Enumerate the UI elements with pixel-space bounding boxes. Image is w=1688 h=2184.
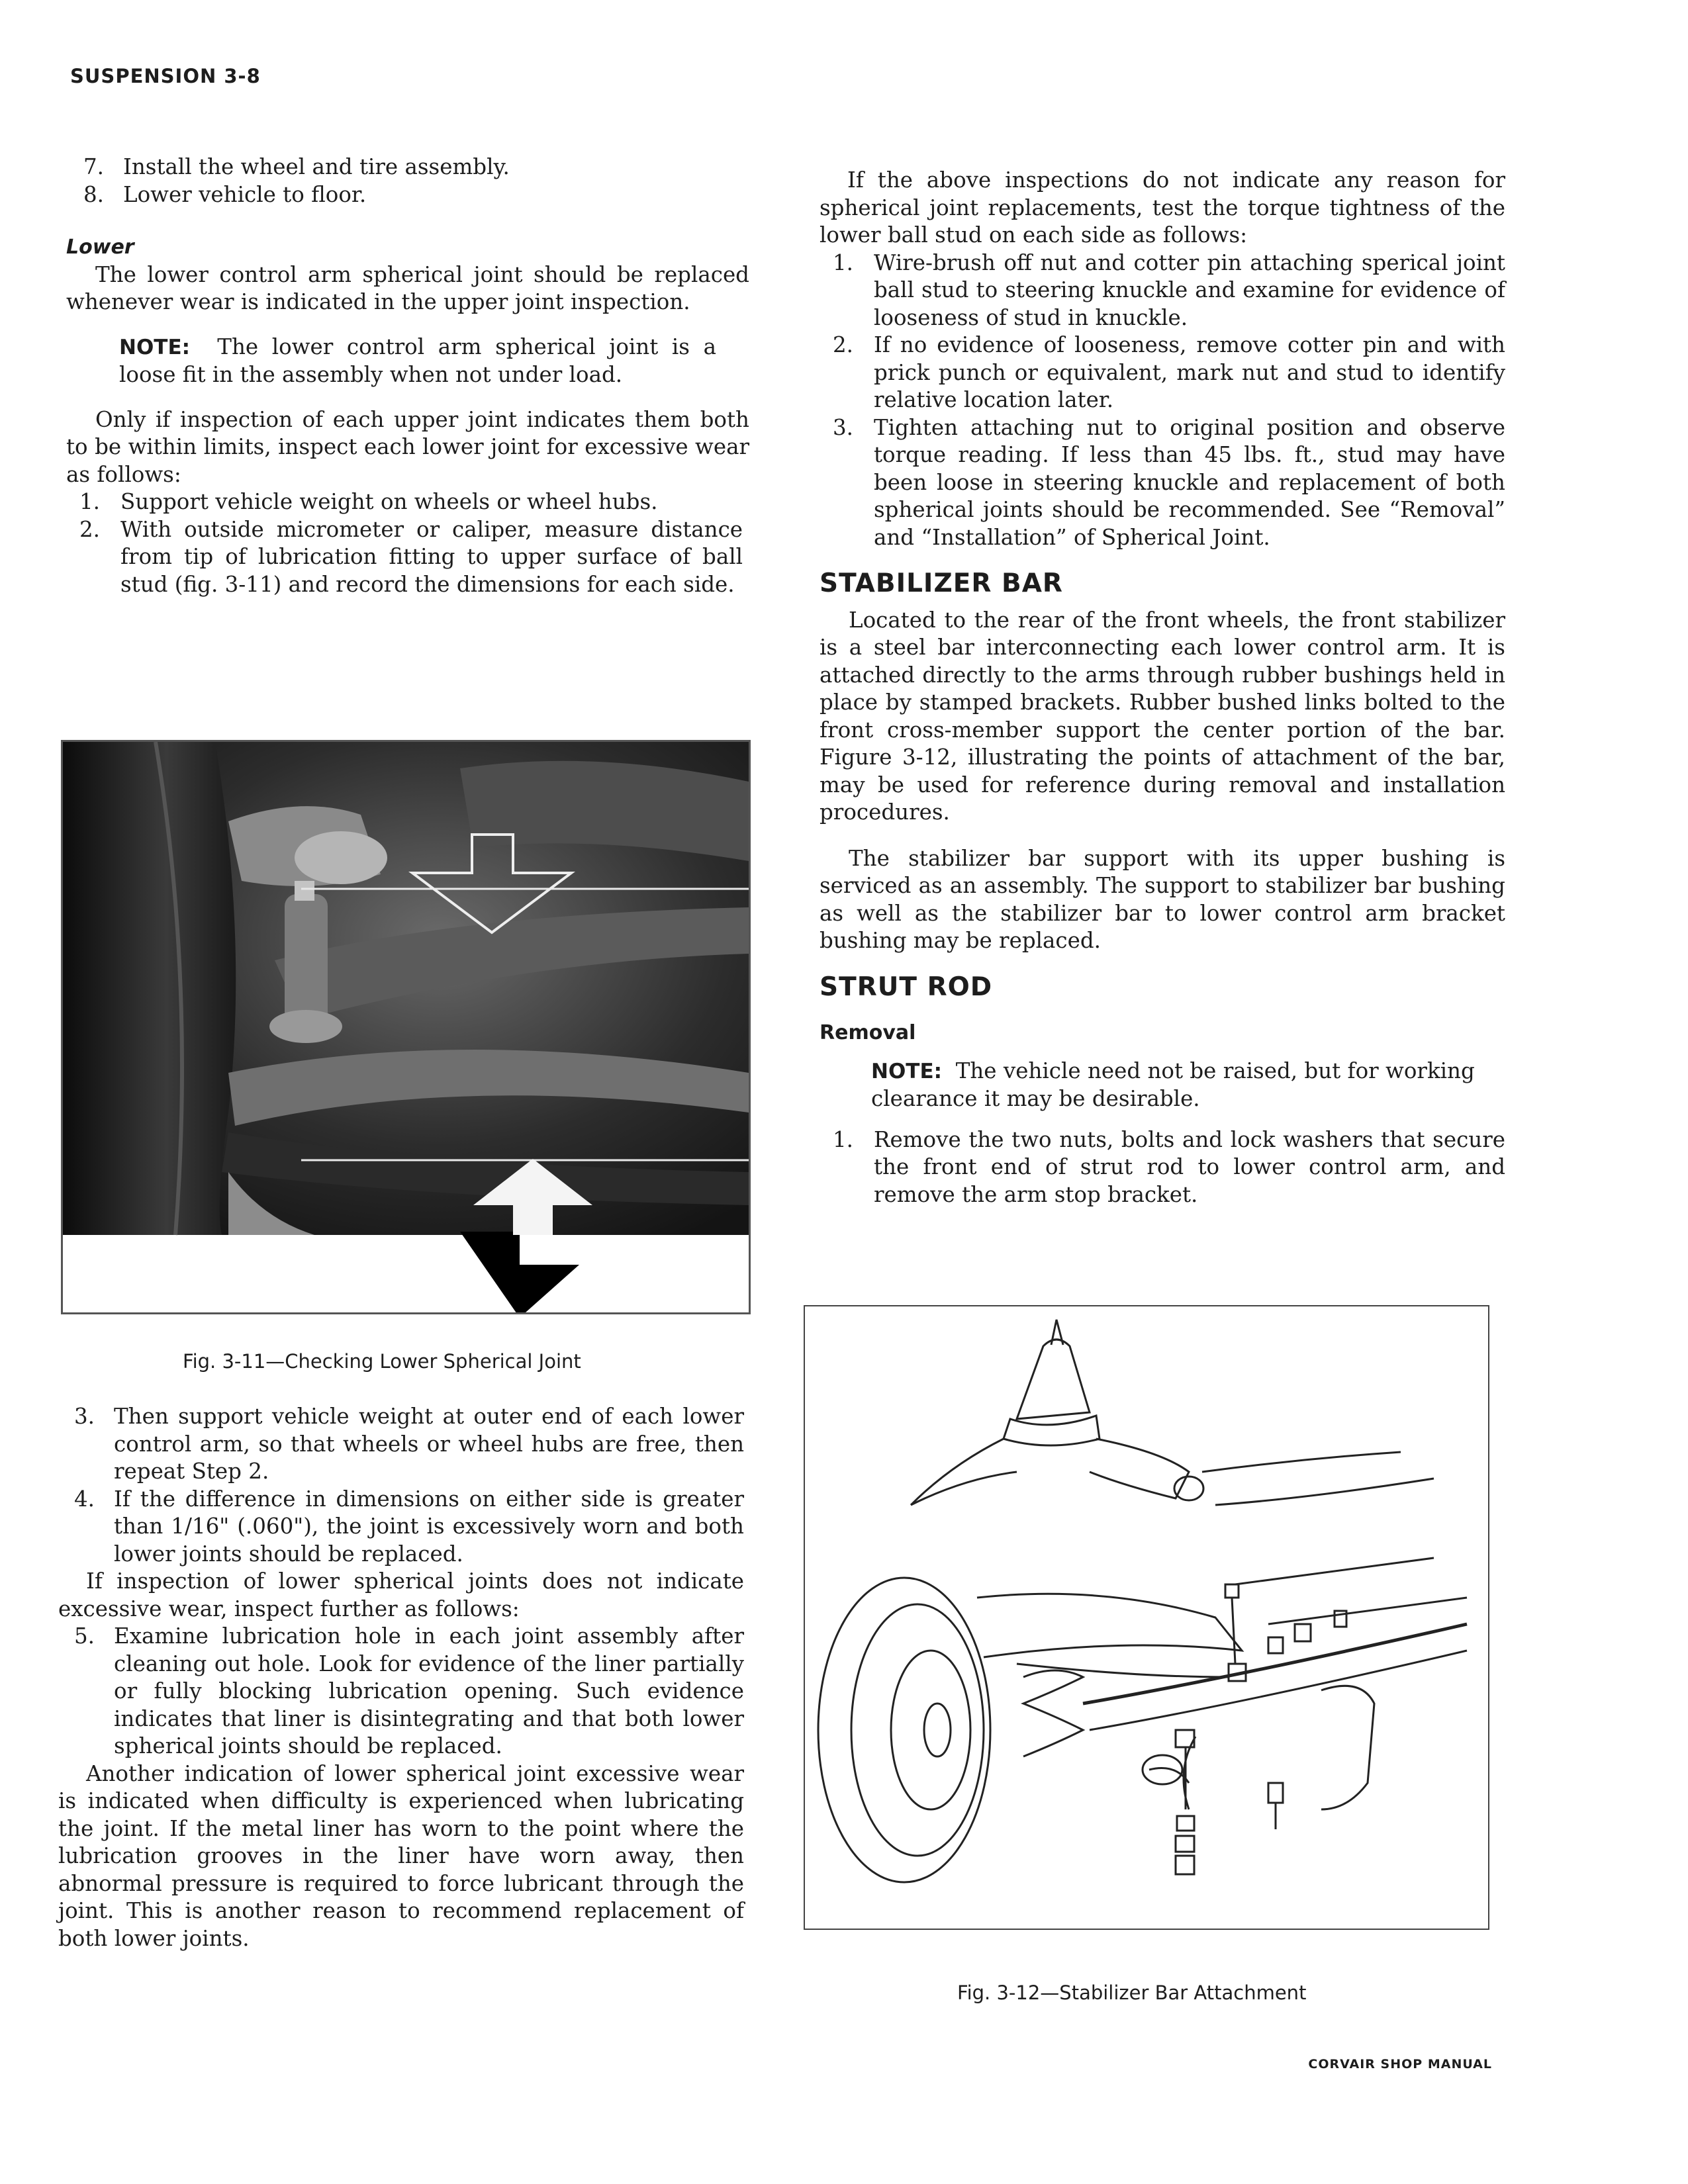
step-number: 3. [74, 1404, 95, 1429]
section-heading-stabilizer-bar: STABILIZER BAR [820, 569, 1063, 598]
list-item [58, 1623, 744, 1760]
list-item [58, 1403, 744, 1486]
step-text: If no evidence of looseness, remove cotter pin and with prick punch or equivalent, mark nut and stud to identify relative location later. [874, 332, 1505, 412]
list-item [66, 181, 749, 209]
subheading-lower: Lower [66, 236, 134, 259]
paragraph: The stabilizer bar support with its upper bushing is serviced as an assembly. The support to stabilizer bar bushing as well as the stabilizer bar to lower control arm bracket bushing may be replaced. [820, 845, 1505, 953]
step-text: Tighten attaching nut to original position and observe torque reading. If less than 45 lbs. ft., stud may have been loose in steering knuckle and replacement of both spherical joints should be recommended. See “Removal” and “Installation” of Spherical Joint. [874, 414, 1505, 550]
step-text: Then support vehicle weight at outer end of each lower control arm, so that wheels or wheel hubs are free, then repeat Step 2. [114, 1404, 744, 1484]
step-number: 1. [79, 489, 101, 514]
step-number: 3. [833, 414, 854, 440]
line-drawing-illustration [805, 1306, 1488, 1929]
step-text: Wire-brush off nut and cotter pin attaching sperical joint ball stud to steering knuckle and examine for evidence of looseness of stud in knuckle. [874, 250, 1505, 330]
subheading-removal: Removal [820, 1021, 916, 1044]
list-item [820, 250, 1505, 332]
step-number: 5. [74, 1623, 95, 1649]
page-footer: CORVAIR SHOP MANUAL [1308, 2057, 1492, 2071]
paragraph: If the above inspections do not indicate any reason for spherical joint replacements, test the torque tightness of the lower ball stud on each side as follows: [820, 167, 1505, 248]
left-column-top [66, 154, 749, 598]
figure-checking-lower-spherical-joint [61, 740, 751, 1314]
figure-caption: Fig. 3-12—Stabilizer Bar Attachment [957, 1981, 1307, 2004]
step-number: 1. [833, 250, 854, 275]
step-text: With outside micrometer or caliper, measure distance from tip of lubrication fitting to upper surface of ball stud (fig. 3-11) and record the dimensions for each side. [120, 516, 743, 597]
photo-illustration [63, 742, 749, 1312]
list-item [820, 332, 1505, 414]
paragraph: If inspection of lower spherical joints does not indicate excessive wear, inspect further as follows: [58, 1569, 744, 1621]
paragraph: Located to the rear of the front wheels, the front stabilizer is a steel bar interconnecting each lower control arm. It is attached directly to the arms through rubber bushings held in place by stamped brackets. Rubber bushed links bolted to the front cross-member support the center portion of the bar. Figure 3-12, illustrating the points of attachment of the bar, may be used for reference during removal and installation procedures. [820, 607, 1505, 825]
step-text: Remove the two nuts, bolts and lock washers that secure the front end of strut rod to lower control arm, and remove the arm stop bracket. [874, 1126, 1505, 1207]
note [66, 334, 749, 389]
step-number: 2. [79, 516, 101, 542]
note [820, 1058, 1505, 1113]
note-label: NOTE: [119, 335, 191, 359]
paragraph: Only if inspection of each upper joint indicates them both to be within limits, inspect each lower joint for excessive wear as follows: [66, 406, 749, 487]
list-item [66, 154, 749, 181]
step-text: Support vehicle weight on wheels or wheel hubs. [120, 489, 658, 514]
right-column [820, 167, 1505, 1208]
paragraph: Another indication of lower spherical joint excessive wear is indicated when difficulty is experienced when lubricating the joint. If the metal liner has worn to the point where the lubrication grooves in the liner have worn away, then abnormal pressure is required to force lubricant through the joint. This is another reason to recommend replacement of both lower joints. [58, 1760, 744, 1951]
list-item [58, 1486, 744, 1569]
step-number: 8. [83, 181, 105, 207]
step-text: Examine lubrication hole in each joint assembly after cleaning out hole. Look for evidence of the liner partially or fully blocking lubrication opening. Such evidence indicates that liner is disintegrating and that both lower spherical joints should be replaced. [114, 1623, 744, 1758]
step-number: 7. [83, 154, 105, 179]
list-item [66, 488, 749, 516]
step-text: Lower vehicle to floor. [123, 181, 367, 207]
figure-caption: Fig. 3-11—Checking Lower Spherical Joint [183, 1350, 581, 1373]
paragraph: The lower control arm spherical joint should be replaced whenever wear is indicated in the upper joint inspection. [66, 261, 749, 314]
figure-stabilizer-bar-attachment [804, 1305, 1489, 1930]
note-text: The vehicle need not be raised, but for working clearance it may be desirable. [871, 1058, 1475, 1111]
list-item [820, 414, 1505, 552]
step-text: Install the wheel and tire assembly. [123, 154, 510, 179]
left-column-bottom [58, 1403, 744, 1952]
step-number: 1. [833, 1126, 854, 1152]
list-item [66, 516, 749, 599]
note-text: The lower control arm spherical joint is a loose fit in the assembly when not under load. [119, 334, 716, 387]
list-item [820, 1126, 1505, 1209]
step-number: 2. [833, 332, 854, 357]
step-text: If the difference in dimensions on either side is greater than 1/16" (.060"), the joint is excessively worn and both lower joints should be replaced. [114, 1486, 744, 1567]
note-label: NOTE: [871, 1059, 943, 1083]
section-heading-strut-rod: STRUT ROD [820, 972, 993, 1002]
step-number: 4. [74, 1486, 95, 1512]
page-header: SUSPENSION 3-8 [70, 65, 261, 87]
